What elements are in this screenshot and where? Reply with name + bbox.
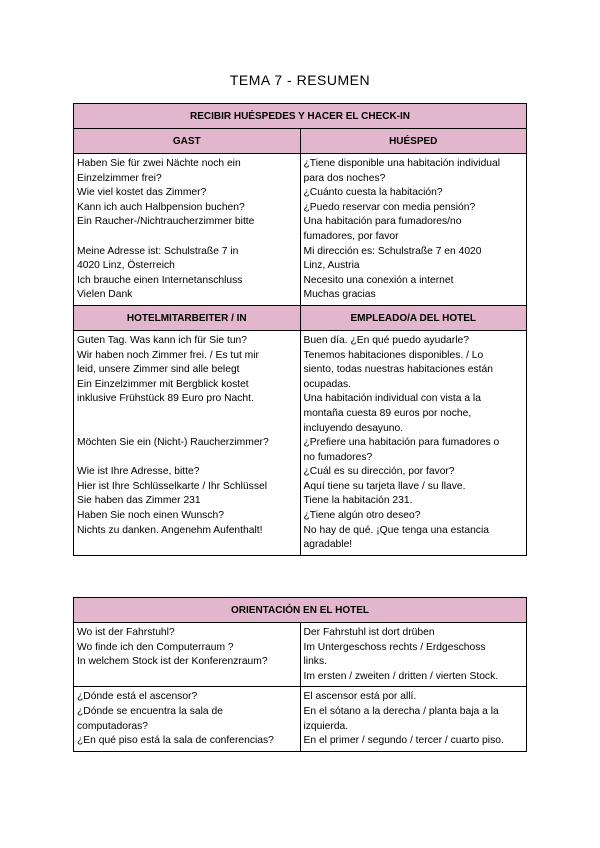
phrase-line: no fumadores? bbox=[303, 451, 373, 463]
check-in-section-header: RECIBIR HUÉSPEDES Y HACER EL CHECK-IN bbox=[74, 104, 527, 129]
phrase-line: ¿Dónde está el ascensor? bbox=[77, 691, 198, 703]
phrase-line: ¿Dónde se encuentra la sala de bbox=[77, 705, 223, 717]
phrase-line: fumadores, por favor bbox=[303, 230, 399, 242]
phrase-line: ¿Tiene algún otro deseo? bbox=[303, 510, 421, 522]
phrase-line: Ein Einzelzimmer mit Bergblick kostet bbox=[77, 378, 249, 390]
phrase-line: leid, unsere Zimmer sind alle belegt bbox=[77, 364, 240, 376]
phrase-line: Vielen Dank bbox=[77, 289, 133, 301]
phrase-line: siento, todas nuestras habitaciones están bbox=[303, 364, 493, 376]
phrase-line: Mi dirección es: Schulstraße 7 en 4020 bbox=[303, 245, 482, 257]
phrase-line: para dos noches? bbox=[303, 172, 386, 184]
phrase-line: En el sótano a la derecha / planta baja a la bbox=[303, 705, 499, 717]
check-in-table bbox=[73, 103, 527, 556]
blank-line bbox=[77, 230, 297, 245]
phrase-line: Möchten Sie ein (Nicht-) Raucherzimmer? bbox=[77, 437, 269, 449]
phrase-line: Hier ist Ihre Schlüsselkarte / Ihr Schlüssel bbox=[77, 480, 267, 492]
orientation-answers-spanish bbox=[300, 687, 527, 751]
phrase-line: montaña cuesta 89 euros por noche, bbox=[303, 407, 472, 419]
staff-phrases-german bbox=[74, 330, 301, 555]
phrase-line: Wie ist Ihre Adresse, bitte? bbox=[77, 466, 200, 478]
phrase-line: Der Fahrstuhl ist dort drüben bbox=[303, 627, 435, 638]
huesped-column-header: HUÉSPED bbox=[300, 129, 527, 154]
phrase-line: Linz, Austria bbox=[303, 260, 360, 272]
page-title: TEMA 7 - RESUMEN bbox=[229, 72, 371, 88]
phrase-line: ¿Cuánto cuesta la habitación? bbox=[303, 187, 443, 199]
phrase-line: En el primer / segundo / tercer / cuarto piso. bbox=[303, 735, 504, 747]
phrase-line: Im Untergeschoss rechts / Erdgeschoss bbox=[303, 641, 486, 653]
phrase-line: In welchem Stock ist der Konferenzraum? bbox=[77, 656, 268, 668]
blank-line bbox=[77, 451, 297, 466]
phrase-line: Tenemos habitaciones disponibles. / Lo bbox=[303, 349, 484, 361]
phrase-line: ¿Prefiere una habitación para fumadores o bbox=[303, 437, 500, 449]
phrase-line: Aquí tiene su tarjeta llave / su llave. bbox=[303, 480, 466, 492]
staff-phrases-spanish bbox=[300, 330, 527, 555]
phrase-line: Sie haben das Zimmer 231 bbox=[77, 495, 201, 507]
empleado-column-header: EMPLEADO/A DEL HOTEL bbox=[300, 305, 527, 330]
phrase-line: Meine Adresse ist: Schulstraße 7 in bbox=[77, 245, 239, 257]
phrase-line: Ich brauche einen Internetanschluss bbox=[77, 274, 243, 286]
guest-phrases-german bbox=[74, 154, 301, 306]
orientation-questions-german bbox=[74, 623, 301, 687]
phrase-line: ocupadas. bbox=[303, 378, 352, 390]
phrase-line: izquierda. bbox=[303, 720, 349, 732]
orientation-answers-german bbox=[300, 623, 527, 687]
phrase-line: Una habitación para fumadores/no bbox=[303, 216, 462, 228]
blank-line bbox=[77, 407, 297, 422]
phrase-line: Tiene la habitación 231. bbox=[303, 495, 413, 507]
phrase-line: Haben Sie noch einen Wunsch? bbox=[77, 510, 224, 522]
orientation-section-header: ORIENTACIÓN EN EL HOTEL bbox=[74, 598, 527, 623]
phrase-line: No hay de qué. ¡Que tenga una estancia bbox=[303, 524, 489, 536]
phrase-line: 4020 Linz, Österreich bbox=[77, 260, 175, 272]
phrase-line: ¿Puedo reservar con media pensión? bbox=[303, 201, 476, 213]
phrase-line: Wir haben noch Zimmer frei. / Es tut mir bbox=[77, 349, 259, 361]
phrase-line: Una habitación individual con vista a la bbox=[303, 393, 481, 405]
phrase-line: Kann ich auch Halbpension buchen? bbox=[77, 201, 245, 213]
guest-phrases-spanish bbox=[300, 154, 527, 306]
phrase-line: incluyendo desayuno. bbox=[303, 422, 404, 434]
phrase-line: ¿Tiene disponible una habitación individual bbox=[303, 158, 501, 169]
hotelmitarbeiter-column-header: HOTELMITARBEITER / IN bbox=[74, 305, 301, 330]
phrase-line: Nichts zu danken. Angenehm Aufenthalt! bbox=[77, 524, 263, 536]
phrase-line: agradable! bbox=[303, 539, 353, 551]
phrase-line: Haben Sie für zwei Nächte noch ein bbox=[77, 158, 241, 169]
orientation-questions-spanish bbox=[74, 687, 301, 751]
phrase-line: Muchas gracias bbox=[303, 289, 376, 301]
phrase-line: Wo finde ich den Computerraum ? bbox=[77, 641, 234, 653]
phrase-line: Einzelzimmer frei? bbox=[77, 172, 162, 184]
phrase-line: Im ersten / zweiten / dritten / vierten Stock. bbox=[303, 670, 499, 682]
phrase-line: ¿Cuál es su dirección, por favor? bbox=[303, 466, 455, 478]
phrase-line: Necesito una conexión a internet bbox=[303, 274, 454, 286]
phrase-line: links. bbox=[303, 656, 327, 668]
orientation-table bbox=[73, 597, 527, 752]
gast-column-header: GAST bbox=[74, 129, 301, 154]
phrase-line: Buen día. ¿En qué puedo ayudarle? bbox=[303, 334, 469, 346]
phrase-line: computadoras? bbox=[77, 720, 148, 732]
phrase-line: Wo ist der Fahrstuhl? bbox=[77, 627, 175, 638]
phrase-line: Wie viel kostet das Zimmer? bbox=[77, 187, 207, 199]
phrase-line: El ascensor está por allí. bbox=[303, 691, 417, 703]
phrase-line: inklusive Frühstück 89 Euro pro Nacht. bbox=[77, 393, 254, 405]
blank-line bbox=[77, 422, 297, 437]
phrase-line: Guten Tag. Was kann ich für Sie tun? bbox=[77, 334, 247, 346]
phrase-line: Ein Raucher-/Nichtraucherzimmer bitte bbox=[77, 216, 255, 228]
phrase-line: ¿En qué piso está la sala de conferencias? bbox=[77, 735, 274, 747]
